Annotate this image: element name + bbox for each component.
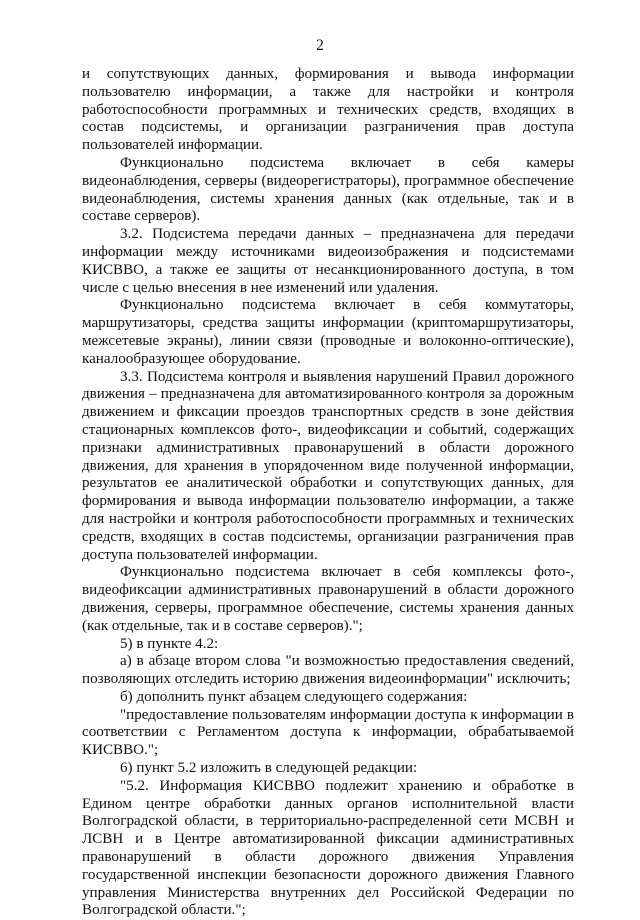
- paragraph: "предоставление пользователям информации доступа к информации в соответствии с Регламентом доступа к информации, обрабатываемой КИСВВО.";: [82, 706, 574, 759]
- paragraph: 3.2. Подсистема передачи данных – предназначена для передачи информации между источниками видеоизображения и подсистемами КИСВВО, а также ее защиты от несанкционированного доступа, в том числе с целью внесения в нее изменений или удаления.: [82, 226, 574, 296]
- paragraph: Функционально подсистема включает в себя коммутаторы, маршрутизаторы, средства защиты информации (криптомаршрутизаторы, межсетевые экраны), линии связи (проводные и волоконно-оптические), каналообразующее оборудование.: [82, 297, 574, 367]
- paragraph: 5) в пункте 4.2:: [120, 635, 219, 652]
- paragraph: 6) пункт 5.2 изложить в следующей редакции:: [120, 760, 418, 777]
- paragraph: 3.3. Подсистема контроля и выявления нарушений Правил дорожного движения – предназначена для автоматизированного контроля за дорожным движением и фиксации проездов транспортных средств в зоне действия стационарных комплексов фото-, видеофиксации и событий, содержащих признаки административных правонарушений в области дорожного движения, для хранения в упорядоченном виде полученной информации, результатов ее аналитической обработки и сопутствующих данных, для формирования и вывода информации пользователю информации, а также для настройки и контроля работоспособности программных и технических средств, входящих в состав подсистемы, организации разграничения прав доступа пользователей информации.: [82, 368, 574, 563]
- paragraph: б) дополнить пункт абзацем следующего содержания:: [120, 688, 468, 705]
- paragraph: Функционально подсистема включает в себя комплексы фото-, видеофиксации административных правонарушений в области дорожного движения, серверы, программное обеспечение, системы хранения данных (как отдельные, так и в составе серверов).";: [82, 564, 574, 634]
- paragraph: Функционально подсистема включает в себя камеры видеонаблюдения, серверы (видеорегистраторы), программное обеспечение видеонаблюдения, системы хранения данных (как отдельные, так и в составе серверов).: [82, 154, 574, 225]
- document-body: [82, 66, 574, 920]
- paragraph: и сопутствующих данных, формирования и вывода информации пользователю информации, а также для настройки и контроля работоспособности программных и технических средств, входящих в состав подсистемы, и организации разграничения прав доступа пользователей информации.: [82, 66, 574, 154]
- paragraph: "5.2. Информация КИСВВО подлежит хранению и обработке в Едином центре обработки данных органов исполнительной власти Волгоградской области, в территориально-распределенной сети МСВН и ЛСВН и в Центре автоматизированной фиксации административных правонарушений в области дорожного движения Управления государственной инспекции безопасности дорожного движения Главного управления Министерства внутренних дел Российской Федерации по Волгоградской области.";: [82, 777, 574, 919]
- paragraph: а) в абзаце втором слова "и возможностью предоставления сведений, позволяющих отследить историю движения видеоинформации" исключить;: [82, 653, 574, 688]
- page-number: 2: [316, 37, 324, 54]
